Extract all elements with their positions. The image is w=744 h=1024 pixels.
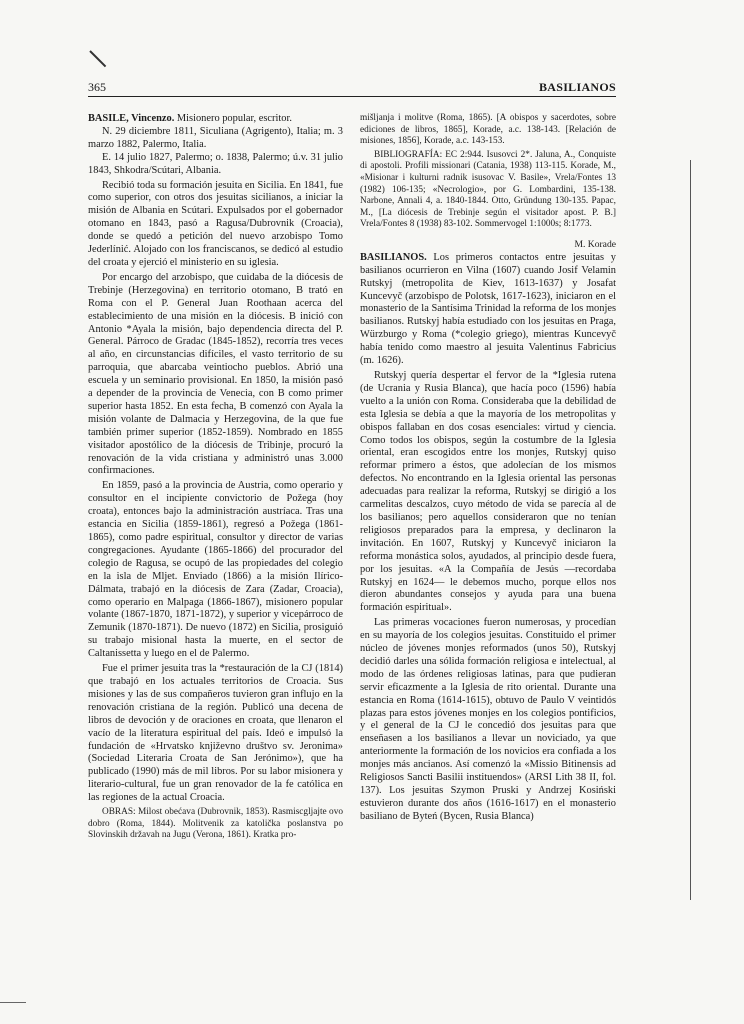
paragraph: Recibió toda su formación jesuita en Sicilia. En 1841, fue como superior, con otros dos jesuitas sicilianos, a iniciar la misión de Albania en Scútari. Expulsados por el gobernador otomano en 1843, pasó a Ragusa/Dubrovnik (Croacia), donde se quedó a petición del nuevo arzobispo Tomo Jederlínić. Alojado con los franciscanos, se dedicó al estudio del croata y ejerció el ministerio en su iglesia. [88,179,343,268]
entry-name: BASILE, Vincenzo. [88,113,175,124]
paragraph: Las primeras vocaciones fueron numerosas, y procedían en su mayoría de los colegios jesuitas. Constituido el primer núcleo de jóvenes monjes reformados (unos 50), Rutskyj decidió darles una sólida formación religiosa e intelectual, al modo de las órdenes religiosas latinas, para que pudieran servir eficazmente a la Iglesia de rito oriental. Durante una estancia en Roma (1614-1615), obtuvo de Paulo V veintidós plazas para estos jóvenes monjes en los colegios pontificios, y el general de la CJ le concedió dos jesuitas para que enseñasen a los basilianos a llevar un noviciado, ya que anteriormente la formación de los novicios era confiada a los monjes más ancianos. Así comenzó la «Missio Bitinensis ad Religiosos Sancti Basilii instituendos» (ARSI Lith 38 II, fol. 137). Los jesuitas Szymon Pruski y Andrzej Kosiński estuvieron durante dos años (1616-1617) en el monasterio basiliano de Byteń (Bycen, Rusia Blanca) [360,617,616,822]
right-column [360,113,616,824]
header-rule [88,96,616,97]
entry-heading [88,113,343,126]
entry-dates: E. 14 julio 1827, Palermo; o. 1838, Palermo; ú.v. 31 julio 1843, Shkodra/Scútari, Albania. [88,151,343,176]
bibliography: BIBLIOGRAFÍA: EC 2:944. Isusovci 2*. Jaluna, A., Conquiste di apostoli. Profili missionari (Catania, 1938) 113-115. Korade, M., «Misionar i kulturni radnik isusovac V. Basile», Vrela/Fontes 13 (1982) 106-135; «Necrologio», por G. Lombardini, 135-138. Narbone, Annali 4, a. 1840-1844. Otto, Gründung 130-135. Papac, M., [La diócesis de Trebinje según el visitador apost. P. B.] Vrela/Fontes 8 (1938) 83-102. Sommervogel 1:1000s; 8:1773. [360,149,616,230]
page-number: 365 [88,80,106,94]
paragraph-lead: Los primeros contactos entre jesuitas y basilianos ocurrieron en Vilna (1607) cuando Josif Velamin Rutskyj (metropolita de Kiev, 1613-1637) y Josafat Kuncevyč (arzobispo de Polotsk, 1617-1623), iniciaron en el monasterio de la Santísima Trinidad la reforma de los monjes basilianos. Rutskyj había estudiado con los jesuitas en Praga, Würzburgo y Roma (*colegio griego), mientras Kuncevyč había tenido como maestro al jesuita Valentinus Fabricius (m. 1626). [360,251,616,367]
entry-name: BASILIANOS. [360,251,427,263]
entry-role: Misionero popular, escritor. [174,113,292,124]
paragraph: Por encargo del arzobispo, que cuidaba de la diócesis de Trebinje (Herzegovina) en territorio otomano, B trató en Roma con el P. General Juan Roothaan acerca del establecimiento de una misión en la diócesis. B inició con Antonio *Ayala la misión, bajo dependencia directa del P. General. Párroco de Gradac (1845-1852), recorría tres veces al año, en circunstancias difíciles, el vasto territorio de su parroquia, que abarcaba veintiocho pueblos. Abrió una escuela y un seminario provisional. En 1850, la misión pasó a depender de la provincia de Venecia, con B como primer superior hasta 1852. En esta fecha, B comenzó con Ayala la misión volante de Dalmacia y Herzegovina, de la que fue también primer superior (1852-1859). Nombrado en 1855 visitador apostólico de la diócesis de Tribinje, procuró la renovación de la vida cristiana y administró unas 3.000 confirmaciones. [88,271,343,477]
author-signature: M. Korade [574,238,616,250]
paragraph: Fue el primer jesuita tras la *restauración de la CJ (1814) que trabajó en los actuales territorios de Croacia. Sus misiones y las de sus compañeros tuvieron gran influjo en la renovación cristiana de la región. Publicó una decena de libros de devoción y de oraciones en croata, que llenaron el vacío de la literatura espiritual del país. Ideó e impulsó la fundación de «Hrvatsko književno društvo sv. Jeronima» (Sociedad Literaria Croata de San Jerónimo»), que ha publicado (1990) más de mil libros. Por su labor misionera y literario-cultural, fue un gran renovador de la fe católica en las regiones de la actual Croacia. [88,663,343,804]
running-title: BASILIANOS [538,80,616,94]
entry-heading [360,252,616,368]
pen-mark [89,50,106,67]
scan-edge-mark [0,1002,26,1003]
works-list-continued: mišljanja i molitve (Roma, 1865). [A obispos y sacerdotes, sobre ediciones de libros, 1865], Korade, a.c. 138-143. [Relación de misiones, 1856], Korade, a.c. 143-153. [360,113,616,147]
scan-margin-line [690,160,691,900]
works-list: OBRAS: Milost obećava (Dubrovnik, 1853). Rasmiscgljajte ovo dobro (Roma, 1844). Molitvenik za katoličkа poslanstva po Slovinskih držаvah na Jugu (Verona, 1861). Kratka pro- [88,807,343,841]
entry-birth: N. 29 diciembre 1811, Siculiana (Agrigento), Italia; m. 3 marzo 1882, Palermo, Italia. [88,125,343,150]
paragraph: Rutskyj quería despertar el fervor de la *Iglesia rutena (de Ucrania y Rusia Blanca), que hacía poco (1596) había vuelto a la unión con Roma. Consideraba que la debilidad de esta Iglesia se debía a que la mayoría de los metropolitas y obispos fallaban en dos cosas esenciales: virtud y ciencia. Como todos los obispos, según la costumbre de la Iglesia oriental, eran escogidos entre los monjes, Rutskyj quiso reformar primero a éstos, que adolecían de los mismos defectos. No encontrando en la Iglesia oriental las personas adecuadas para realizar la reforma, Rutskyj se dirigió a los carmelitas descalzos, cuyo método de vida se parecía al de los basilianos; pero aquellos consideraron que no tenían religiosos preparados para la empresa, y declinaron la invitación. En 1607, Rutskyj y Kuncevyč iniciaron la reforma monástica solos, ayudados, al principio desde fuera, por los jesuitas. «A la Compañía de Jesús —recordaba Rutskyj en 1624— le debemos mucho, porque ellos nos dieron abundantes consejos y ayuda para una buena formación espiritual». [360,370,616,614]
page-header [88,78,616,96]
left-column [88,113,343,842]
paragraph: En 1859, pasó a la provincia de Austria, como operario y consultor en el incipiente convictorio de Požega (hoy croata), entonces bajo la administración austríaca. Tras una estancia en Sicilia (1859-1861), regresó a Požega (1861-1865), como padre espiritual, consultor y director de varias congregaciones. Ayudante (1865-1866) del procurador del colegio de Ragusa, se ocupó de las propiedades del colegio en la isla de Mljet. Enviado (1866) a la misión Ilírico-Dálmata, trabajó en la diócesis de Zara (Zadar, Croacia), como operario en Malpaga (1866-1867), misionero popular volante (1867-1870, 1871-1872), y superior y vicepárroco de Zemunik (1870-1871). De nuevo (1872) en Sicilia, prosiguió su trabajo misional hasta la muerte, en el sector de Caltanissetta y luego en el de Palermo. [88,480,343,660]
